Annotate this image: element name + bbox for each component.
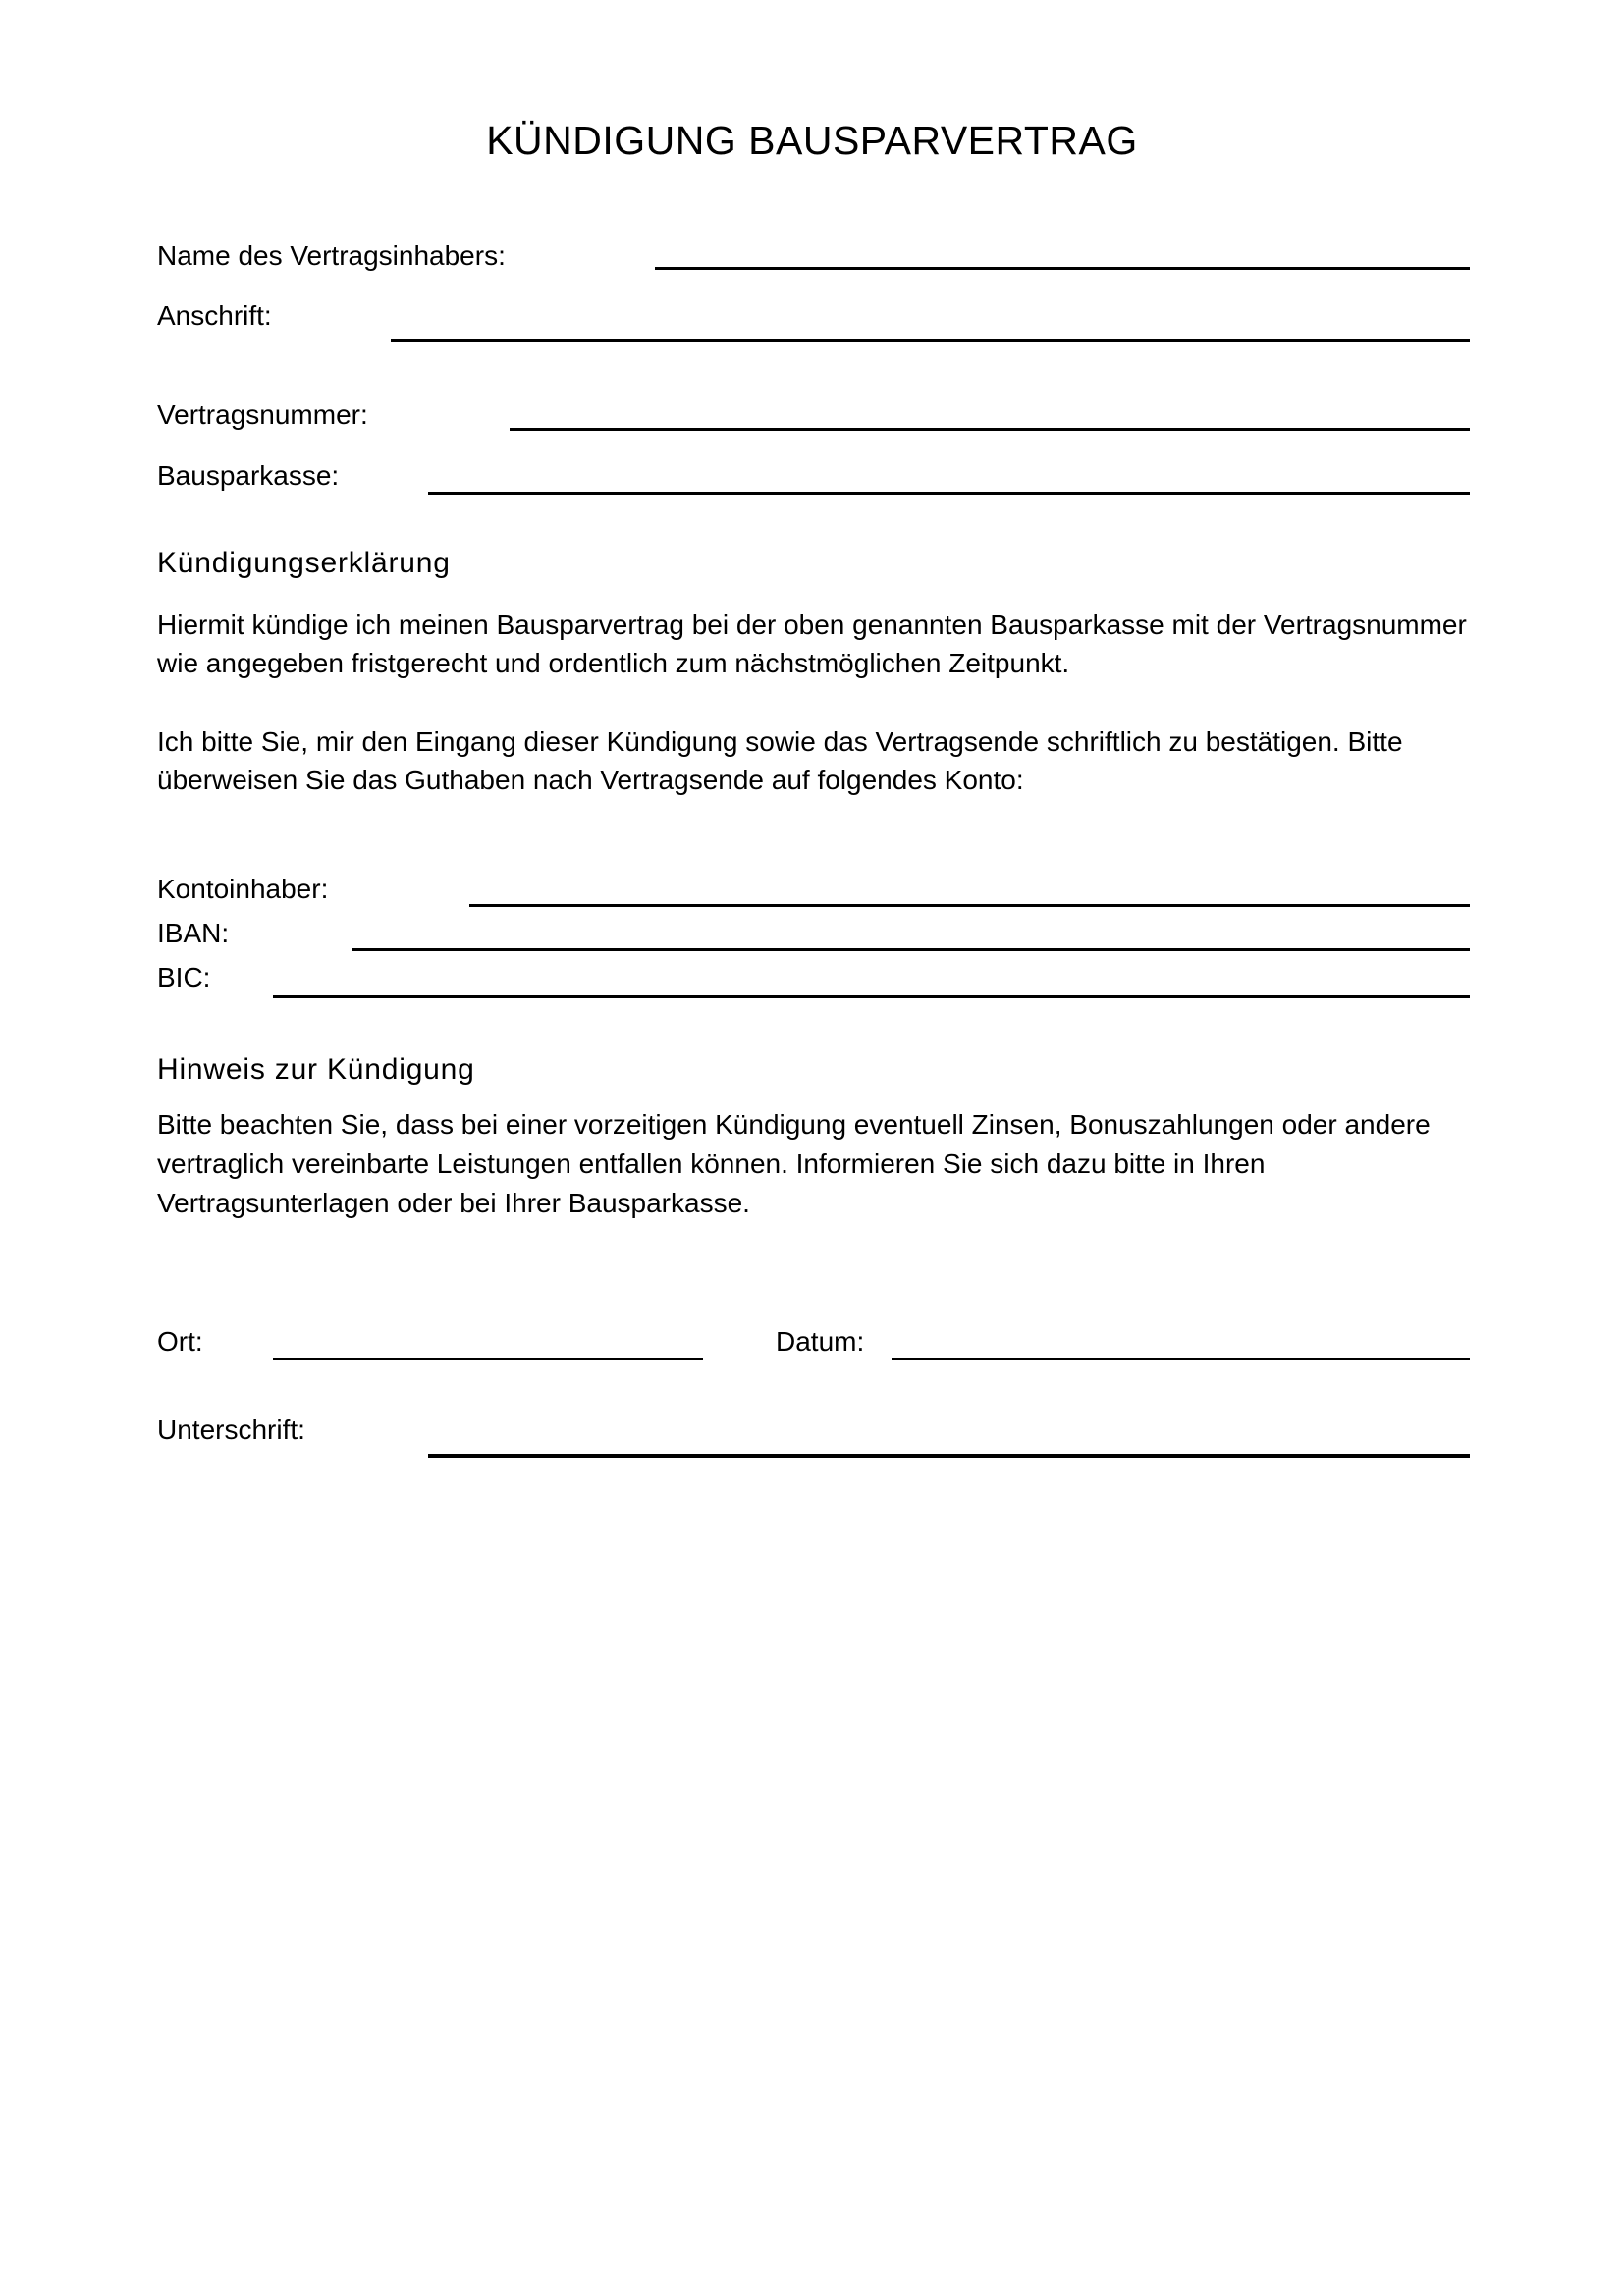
paragraph-line: Ich bitte Sie, mir den Eingang dieser Kündigung sowie das Vertragsende schriftlich zu bestätigen. Bitte	[157, 726, 1403, 757]
paragraph-line: Vertragsunterlagen oder bei Ihrer Bausparkasse.	[157, 1188, 750, 1218]
vertragsnummer-fill-line[interactable]	[510, 428, 1470, 431]
datum-label: Datum:	[776, 1326, 865, 1357]
document-title: KÜNDIGUNG BAUSPARVERTRAG	[486, 118, 1138, 163]
bic-label: BIC:	[157, 962, 211, 992]
iban-label: IBAN:	[157, 918, 230, 948]
name-label: Name des Vertragsinhabers:	[157, 240, 506, 271]
ort-fill-line[interactable]	[273, 1358, 703, 1360]
paragraph-line: Bitte beachten Sie, dass bei einer vorzeitigen Kündigung eventuell Zinsen, Bonuszahlungen oder andere	[157, 1109, 1431, 1140]
bic-fill-line[interactable]	[273, 995, 1470, 998]
kontoinhaber-fill-line[interactable]	[469, 904, 1470, 907]
bausparkasse-label: Bausparkasse:	[157, 460, 340, 491]
kontoinhaber-label: Kontoinhaber:	[157, 874, 329, 904]
vertragsnummer-label: Vertragsnummer:	[157, 400, 368, 430]
anschrift-fill-line[interactable]	[391, 339, 1470, 342]
unterschrift-label: Unterschrift:	[157, 1415, 305, 1445]
paragraph-line: Hiermit kündige ich meinen Bausparvertrag bei der oben genannten Bausparkasse mit der Vertragsnummer	[157, 610, 1467, 640]
declaration-paragraph-1	[157, 606, 1467, 682]
iban-fill-line[interactable]	[352, 948, 1470, 951]
datum-fill-line[interactable]	[892, 1358, 1470, 1360]
declaration-heading: Kündigungserklärung	[157, 547, 451, 579]
anschrift-label: Anschrift:	[157, 300, 272, 331]
notice-heading: Hinweis zur Kündigung	[157, 1053, 475, 1086]
paragraph-line: wie angegeben fristgerecht und ordentlich zum nächstmöglichen Zeitpunkt.	[157, 648, 1070, 678]
paragraph-line: überweisen Sie das Guthaben nach Vertragsende auf folgendes Konto:	[157, 765, 1024, 795]
bausparkasse-fill-line[interactable]	[428, 492, 1470, 495]
paragraph-line: vertraglich vereinbarte Leistungen entfallen können. Informieren Sie sich dazu bitte in Ihren	[157, 1148, 1266, 1179]
ort-label: Ort:	[157, 1326, 203, 1357]
declaration-paragraph-2	[157, 722, 1403, 799]
name-fill-line[interactable]	[655, 267, 1470, 270]
notice-paragraph	[157, 1105, 1431, 1223]
unterschrift-fill-line[interactable]	[428, 1454, 1470, 1458]
